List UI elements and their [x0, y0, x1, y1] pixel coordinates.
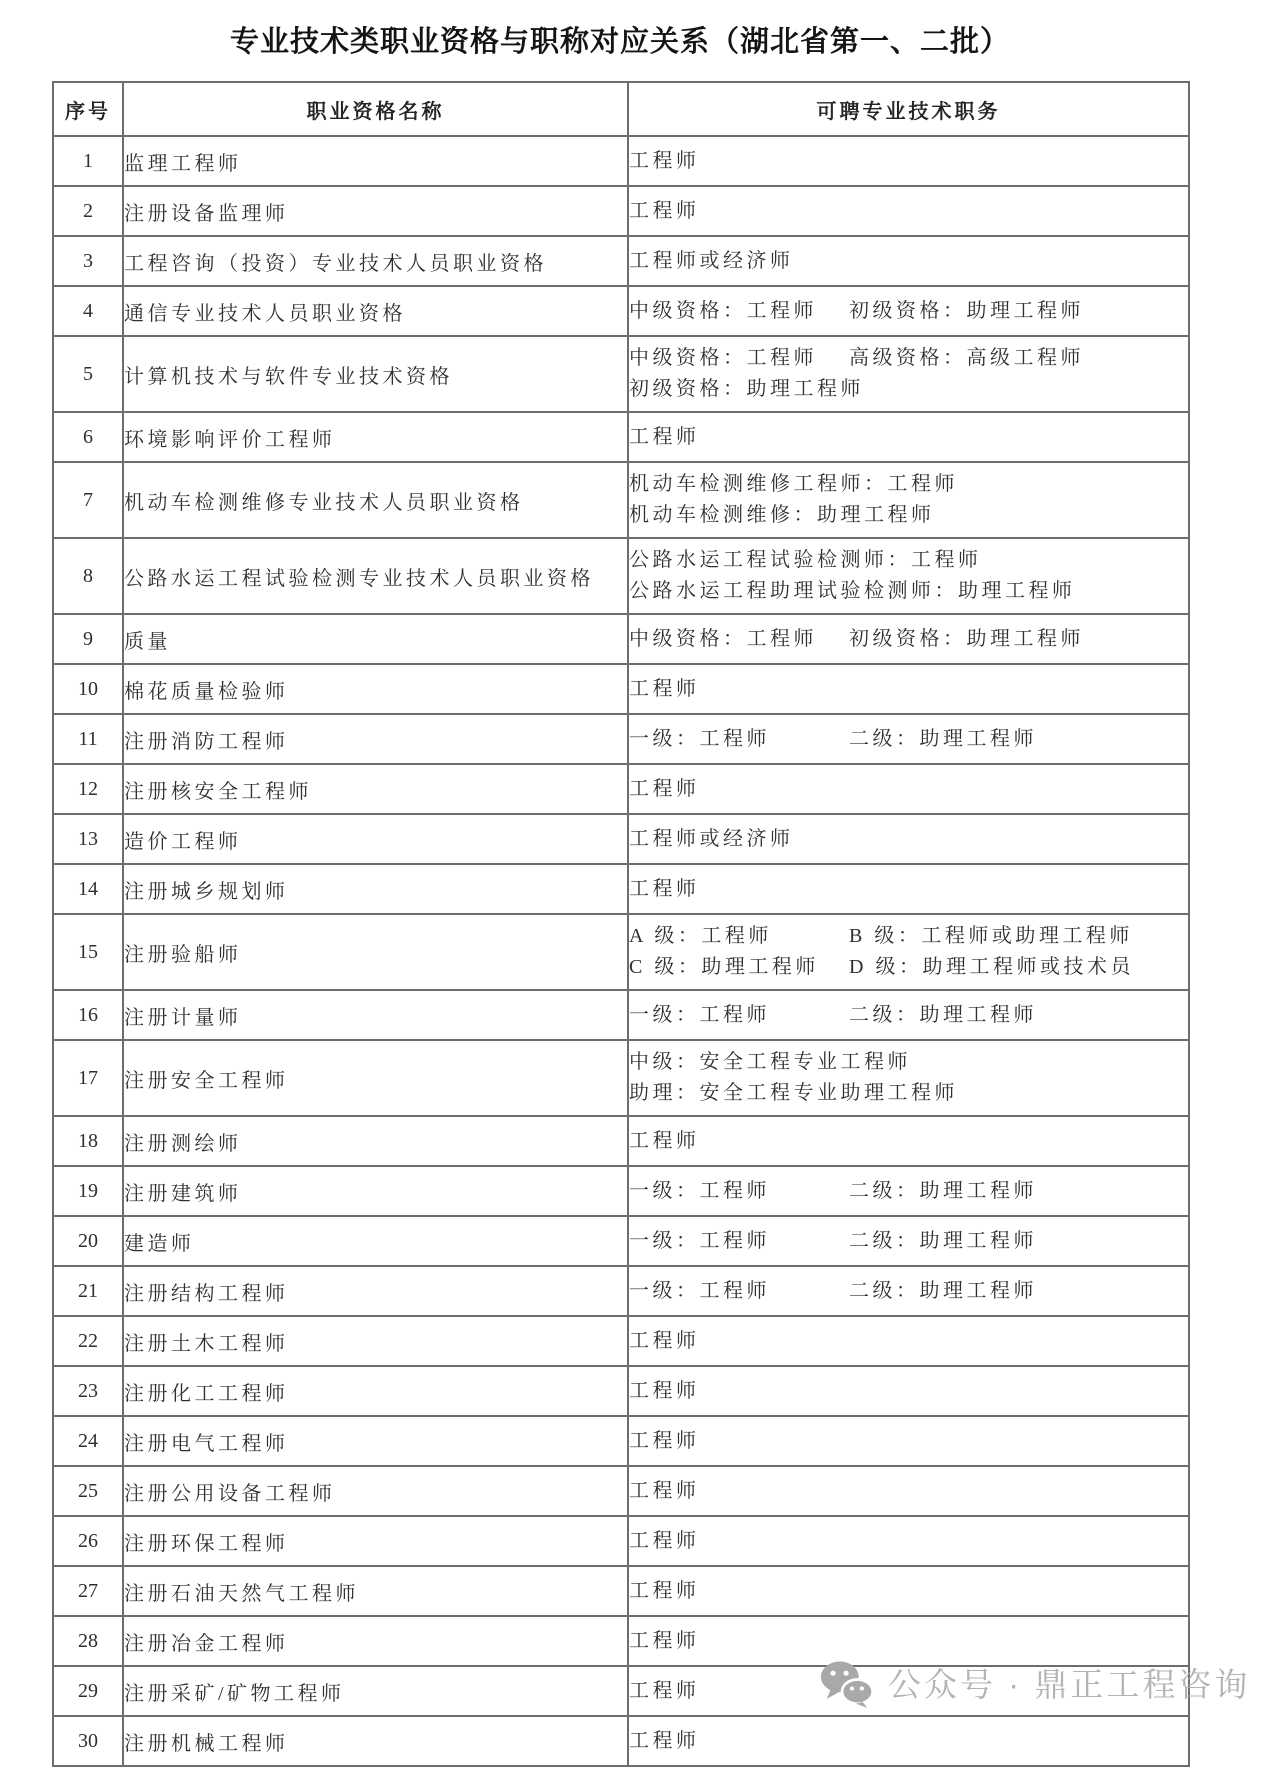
duty-cell [628, 1516, 1189, 1566]
duty-cell [628, 136, 1189, 186]
row-number-cell: 16 [53, 990, 123, 1040]
duty-cell [628, 1416, 1189, 1466]
header-cell-duty: 可聘专业技术职务 [628, 82, 1189, 136]
duty-segment: 一级：工程师 [629, 727, 770, 750]
duty-cell [628, 714, 1189, 764]
qualification-name-cell: 工程咨询（投资）专业技术人员职业资格 [123, 236, 628, 286]
qualification-name-cell: 质量 [123, 614, 628, 664]
duty-segment: B 级：工程师或助理工程师 [849, 925, 1133, 947]
table-row [53, 1166, 1189, 1216]
duty-segment: 工程师 [629, 1379, 700, 1402]
duty-line [629, 674, 1188, 705]
duty-line [629, 1047, 1188, 1078]
duty-line [629, 724, 1188, 755]
table-row [53, 236, 1189, 286]
table-row [53, 1616, 1189, 1666]
qualification-name-cell: 注册环保工程师 [123, 1516, 628, 1566]
qualification-table [52, 81, 1190, 1767]
qualification-name-cell: 注册冶金工程师 [123, 1616, 628, 1666]
row-number-cell: 8 [53, 538, 123, 614]
duty-line [629, 246, 1188, 277]
table-row [53, 614, 1189, 664]
duty-segment: 中级：安全工程专业工程师 [629, 1051, 911, 1073]
table-row [53, 412, 1189, 462]
table-row [53, 538, 1189, 614]
qualification-name-cell: 注册设备监理师 [123, 186, 628, 236]
row-number-cell: 22 [53, 1316, 123, 1366]
qualification-name-cell: 环境影响评价工程师 [123, 412, 628, 462]
page-title: 专业技术类职业资格与职称对应关系（湖北省第一、二批） [229, 26, 1010, 58]
duty-line [629, 1726, 1188, 1757]
qualification-name-cell: 注册结构工程师 [123, 1266, 628, 1316]
row-number-cell: 14 [53, 864, 123, 914]
qualification-name-cell: 机动车检测维修专业技术人员职业资格 [123, 462, 628, 538]
qualification-name-cell: 造价工程师 [123, 814, 628, 864]
qualification-name-cell: 注册化工工程师 [123, 1366, 628, 1416]
qualification-name-cell: 棉花质量检验师 [123, 664, 628, 714]
table-row [53, 1316, 1189, 1366]
qualification-name-cell: 注册测绘师 [123, 1116, 628, 1166]
qualification-name-cell: 建造师 [123, 1216, 628, 1266]
qualification-name-cell: 注册消防工程师 [123, 714, 628, 764]
table-row [53, 1566, 1189, 1616]
qualification-name-cell: 注册验船师 [123, 914, 628, 990]
duty-segment: 公路水运工程助理试验检测师：助理工程师 [629, 580, 1076, 602]
qualification-name-cell: 监理工程师 [123, 136, 628, 186]
duty-segment: 工程师 [629, 877, 700, 900]
duty-cell [628, 664, 1189, 714]
duty-cell [628, 1616, 1189, 1666]
row-number-cell: 24 [53, 1416, 123, 1466]
table-row [53, 462, 1189, 538]
table-row [53, 1366, 1189, 1416]
duty-segment: C 级：助理工程师 [629, 956, 819, 978]
duty-cell [628, 538, 1189, 614]
row-number-cell: 20 [53, 1216, 123, 1266]
duty-segment: 公路水运工程试验检测师：工程师 [629, 549, 982, 571]
duty-line [629, 576, 1188, 607]
duty-segment: A 级：工程师 [629, 925, 772, 947]
table-row [53, 136, 1189, 186]
duty-cell [628, 186, 1189, 236]
duty-segment: 工程师 [629, 677, 700, 700]
table-row [53, 914, 1189, 990]
duty-segment: 工程师或经济师 [629, 827, 794, 850]
duty-segment: 工程师 [629, 1629, 700, 1652]
duty-segment: 高级资格：高级工程师 [849, 347, 1084, 369]
row-number-cell: 26 [53, 1516, 123, 1566]
duty-line [629, 146, 1188, 177]
duty-segment: 二级：助理工程师 [849, 1003, 1037, 1026]
duty-line [629, 1476, 1188, 1507]
duty-segment: 工程师 [629, 425, 700, 448]
table-row [53, 664, 1189, 714]
duty-line [629, 1326, 1188, 1357]
duty-line [629, 1426, 1188, 1457]
duty-segment: 中级资格：工程师 [629, 627, 817, 650]
duty-cell [628, 462, 1189, 538]
row-number-cell: 3 [53, 236, 123, 286]
table-row [53, 1266, 1189, 1316]
duty-cell [628, 990, 1189, 1040]
duty-cell [628, 1116, 1189, 1166]
duty-line [629, 1226, 1188, 1257]
duty-segment: 二级：助理工程师 [849, 727, 1037, 750]
duty-segment: 二级：助理工程师 [849, 1179, 1037, 1202]
duty-line [629, 1000, 1188, 1031]
row-number-cell: 11 [53, 714, 123, 764]
duty-cell [628, 1040, 1189, 1116]
duty-line [629, 874, 1188, 905]
duty-segment: 工程师 [629, 1729, 700, 1752]
table-header-row [53, 82, 1189, 136]
duty-line [629, 624, 1188, 655]
table-row [53, 186, 1189, 236]
duty-cell [628, 614, 1189, 664]
table-row [53, 864, 1189, 914]
watermark [820, 1660, 1250, 1708]
duty-cell [628, 1316, 1189, 1366]
duty-cell [628, 1166, 1189, 1216]
qualification-name-cell: 注册电气工程师 [123, 1416, 628, 1466]
duty-segment: 工程师 [629, 1529, 700, 1552]
table-row [53, 764, 1189, 814]
row-number-cell: 29 [53, 1666, 123, 1716]
row-number-cell: 21 [53, 1266, 123, 1316]
qualification-name-cell: 注册公用设备工程师 [123, 1466, 628, 1516]
qualification-name-cell: 注册土木工程师 [123, 1316, 628, 1366]
row-number-cell: 13 [53, 814, 123, 864]
table-row [53, 1516, 1189, 1566]
header-cell-qualification-name: 职业资格名称 [123, 82, 628, 136]
duty-line [629, 1376, 1188, 1407]
duty-segment: 工程师 [629, 1329, 700, 1352]
duty-line [629, 1078, 1188, 1109]
qualification-name-cell: 注册石油天然气工程师 [123, 1566, 628, 1616]
duty-segment: 工程师 [629, 199, 700, 222]
duty-line [629, 196, 1188, 227]
duty-cell [628, 1716, 1189, 1766]
duty-cell [628, 1216, 1189, 1266]
row-number-cell: 30 [53, 1716, 123, 1766]
duty-segment: 工程师或经济师 [629, 249, 794, 272]
row-number-cell: 18 [53, 1116, 123, 1166]
duty-cell [628, 412, 1189, 462]
duty-segment: 初级资格：助理工程师 [629, 378, 864, 400]
duty-segment: 工程师 [629, 1679, 700, 1702]
row-number-cell: 10 [53, 664, 123, 714]
duty-line [629, 1276, 1188, 1307]
watermark-label: 公众号 · 鼎正工程咨询 [888, 1665, 1251, 1703]
duty-line [629, 952, 1188, 983]
duty-segment: 助理：安全工程专业助理工程师 [629, 1082, 958, 1104]
qualification-name-cell: 注册安全工程师 [123, 1040, 628, 1116]
duty-cell [628, 1266, 1189, 1316]
duty-segment: 工程师 [629, 1479, 700, 1502]
row-number-cell: 17 [53, 1040, 123, 1116]
row-number-cell: 12 [53, 764, 123, 814]
duty-line [629, 469, 1188, 500]
row-number-cell: 4 [53, 286, 123, 336]
duty-cell [628, 764, 1189, 814]
row-number-cell: 23 [53, 1366, 123, 1416]
row-number-cell: 7 [53, 462, 123, 538]
duty-segment: 一级：工程师 [629, 1003, 770, 1026]
table-row [53, 814, 1189, 864]
table-row [53, 336, 1189, 412]
table-row [53, 286, 1189, 336]
duty-cell [628, 1566, 1189, 1616]
duty-cell [628, 236, 1189, 286]
duty-segment: 中级资格：工程师 [629, 347, 817, 369]
row-number-cell: 2 [53, 186, 123, 236]
table-row [53, 1416, 1189, 1466]
duty-segment: D 级：助理工程师或技术员 [849, 956, 1134, 978]
row-number-cell: 9 [53, 614, 123, 664]
duty-line [629, 374, 1188, 405]
duty-line [629, 1126, 1188, 1157]
table-row [53, 1040, 1189, 1116]
qualification-name-cell: 注册机械工程师 [123, 1716, 628, 1766]
duty-cell [628, 286, 1189, 336]
duty-cell [628, 1466, 1189, 1516]
duty-line [629, 500, 1188, 531]
duty-segment: 一级：工程师 [629, 1179, 770, 1202]
duty-segment: 一级：工程师 [629, 1279, 770, 1302]
table-row [53, 1716, 1189, 1766]
duty-line [629, 774, 1188, 805]
duty-line [629, 545, 1188, 576]
qualification-name-cell: 通信专业技术人员职业资格 [123, 286, 628, 336]
duty-segment: 一级：工程师 [629, 1229, 770, 1252]
row-number-cell: 15 [53, 914, 123, 990]
wechat-icon [820, 1660, 874, 1708]
duty-line [629, 1176, 1188, 1207]
duty-segment: 工程师 [629, 1429, 700, 1452]
duty-segment: 工程师 [629, 1129, 700, 1152]
duty-line [629, 422, 1188, 453]
row-number-cell: 19 [53, 1166, 123, 1216]
duty-cell [628, 914, 1189, 990]
table-row [53, 714, 1189, 764]
duty-segment: 二级：助理工程师 [849, 1279, 1037, 1302]
duty-line [629, 824, 1188, 855]
qualification-name-cell: 注册建筑师 [123, 1166, 628, 1216]
row-number-cell: 6 [53, 412, 123, 462]
qualification-table-body [53, 136, 1189, 1766]
header-cell-index: 序号 [53, 82, 123, 136]
row-number-cell: 5 [53, 336, 123, 412]
duty-segment: 工程师 [629, 149, 700, 172]
duty-line [629, 1526, 1188, 1557]
duty-segment: 中级资格：工程师 [629, 299, 817, 322]
duty-segment: 工程师 [629, 1579, 700, 1602]
duty-segment: 二级：助理工程师 [849, 1229, 1037, 1252]
duty-line [629, 1626, 1188, 1657]
duty-segment: 初级资格：助理工程师 [849, 299, 1084, 322]
row-number-cell: 27 [53, 1566, 123, 1616]
table-row [53, 990, 1189, 1040]
qualification-name-cell: 注册计量师 [123, 990, 628, 1040]
qualification-name-cell: 公路水运工程试验检测专业技术人员职业资格 [123, 538, 628, 614]
duty-cell [628, 1366, 1189, 1416]
qualification-name-cell: 注册核安全工程师 [123, 764, 628, 814]
table-row [53, 1116, 1189, 1166]
duty-segment: 工程师 [629, 777, 700, 800]
duty-line [629, 343, 1188, 374]
duty-cell [628, 336, 1189, 412]
row-number-cell: 25 [53, 1466, 123, 1516]
row-number-cell: 1 [53, 136, 123, 186]
table-row [53, 1466, 1189, 1516]
qualification-name-cell: 注册采矿/矿物工程师 [123, 1666, 628, 1716]
duty-line [629, 296, 1188, 327]
duty-line [629, 921, 1188, 952]
table-row [53, 1216, 1189, 1266]
duty-segment: 机动车检测维修工程师：工程师 [629, 473, 958, 495]
qualification-name-cell: 注册城乡规划师 [123, 864, 628, 914]
duty-segment: 机动车检测维修：助理工程师 [629, 504, 935, 526]
duty-line [629, 1576, 1188, 1607]
row-number-cell: 28 [53, 1616, 123, 1666]
duty-cell [628, 864, 1189, 914]
duty-cell [628, 814, 1189, 864]
duty-segment: 初级资格：助理工程师 [849, 627, 1084, 650]
qualification-name-cell: 计算机技术与软件专业技术资格 [123, 336, 628, 412]
